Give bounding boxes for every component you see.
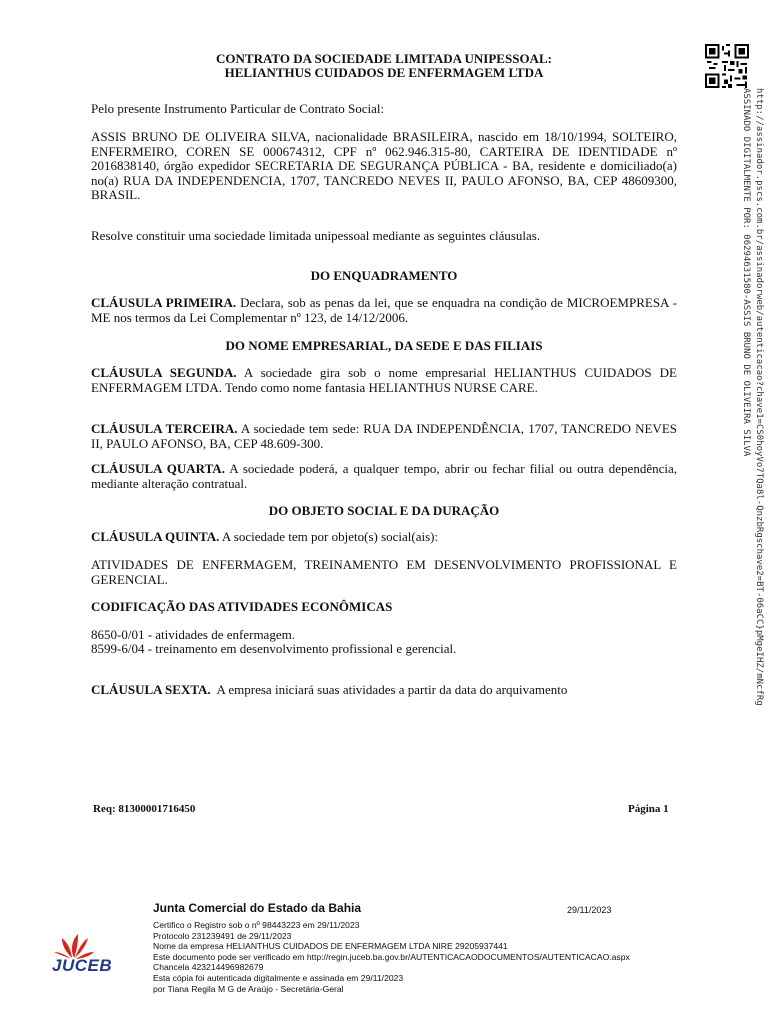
juceb-verification-link[interactable]: Este documento pode ser verificado em http://regin.juceb.ba.gov.br/AUTENTICACAODOCUMENTOS/AUTENTICACAO.aspx [153, 951, 630, 962]
juceb-line: Nome da empresa HELIANTHUS CUIDADOS DE ENFERMAGEM LTDA NIRE 29205937441 [153, 941, 508, 952]
juceb-line: Certifico o Registro sob o nº 98443223 em 29/11/2023 [153, 920, 360, 930]
clause-1 [91, 296, 677, 325]
clause-2-text: A sociedade gira sob o nome empresarial HELIANTHUS CUIDADOS DE ENFERMAGEM LTDA. Tendo como nome fantasia HELIANTHUS NURSE CARE. [91, 365, 677, 395]
page-number: Página 1 [628, 803, 669, 815]
juceb-title: Junta Comercial do Estado da Bahia [153, 901, 362, 915]
resolve-text: Resolve constituir uma sociedade limitada unipessoal mediante as seguintes cláusulas. [91, 228, 541, 243]
juceb-line: Esta cópia foi autenticada digitalmente e assinada em 29/11/2023 [153, 972, 404, 983]
clause-5-label: CLÁUSULA QUINTA. [91, 529, 220, 544]
clause-6-text: A empresa iniciará suas atividades a partir da data do arquivamento [210, 682, 568, 697]
clause-6-label: CLÁUSULA SEXTA. [91, 682, 211, 697]
juceb-line: Chancela 423214496982679 [153, 962, 264, 973]
request-number: Req: 81300001716450 [93, 803, 196, 815]
intro-text: Pelo presente Instrumento Particular de Contrato Social: [91, 101, 385, 116]
qr-code-icon[interactable] [705, 44, 749, 88]
vertical-signature-text: ASSINADO DIGITALMENTE POR: 06294631580-ASSIS BRUNO DE OLIVEIRA SILVA [741, 88, 751, 457]
activity-code-1: 8650-0/01 - atividades de enfermagem. [91, 627, 295, 642]
clause-6 [91, 683, 677, 698]
juceb-line: por Tiana Regila M G de Araújo - Secretária-Geral [153, 983, 344, 994]
clause-1-label: CLÁUSULA PRIMEIRA. [91, 295, 237, 310]
juceb-line: Protocolo 231239491 de 29/11/2023 [153, 930, 292, 941]
contract-title-line2: HELIANTHUS CUIDADOS DE ENFERMAGEM LTDA [224, 65, 544, 80]
clause-4-label: CLÁUSULA QUARTA. [91, 461, 225, 476]
activity-code-2: 8599-6/04 - treinamento em desenvolvimento profissional e gerencial. [91, 641, 457, 656]
clause-3 [91, 422, 677, 451]
clause-4-text: A sociedade poderá, a qualquer tempo, abrir ou fechar filial ou outra dependência, mediante alteração contratual. [91, 461, 678, 491]
clause-2-label: CLÁUSULA SEGUNDA. [91, 365, 237, 380]
activities-text: ATIVIDADES DE ENFERMAGEM, TREINAMENTO EM DESENVOLVIMENTO PROFISSIONAL E GERENCIAL. [91, 557, 677, 587]
party-qualification: ASSIS BRUNO DE OLIVEIRA SILVA, nacionalidade BRASILEIRA, nascido em 18/10/1994, SOLTEIRO, ENFERMEIRO, COREN SE 000674312, CPF nº 062.946.315-80, CARTEIRA DE IDENTIDADE nº 2016838140, órgão expedidor SECRETARIA DE SEGURANÇA PÚBLICA - BA, residente e domiciliado(a) no(a) RUA DA INDEPENDENCIA, 1707, TANCREDO NEVES II, PAULO AFONSO, BA, CEP 48609300, BRASIL. [91, 129, 677, 203]
heading-objeto: DO OBJETO SOCIAL E DA DURAÇÃO [268, 503, 500, 518]
vertical-verification-url: http://assinador.pscs.com.br/assinadorweb/autenticacao?chave1=CS0hoyVo7TQa8l-QnzbRgschave2=BT-06aCC}pMgeIHZ/mNcfRg [754, 88, 764, 706]
clause-3-text: A sociedade tem sede: RUA DA INDEPENDÊNCIA, 1707, TANCREDO NEVES II, PAULO AFONSO, BA, CEP 48.609-300. [91, 421, 677, 451]
clause-5-text: A sociedade tem por objeto(s) social(ais): [219, 529, 439, 544]
clause-1-text: Declara, sob as penas da lei, que se enquadra na condição de MICROEMPRESA - ME nos termos da Lei Complementar nº 123, de 14/12/2006. [91, 295, 677, 325]
juceb-date: 29/11/2023 [567, 905, 612, 915]
juceb-certification-block [153, 920, 630, 994]
clause-3-label: CLÁUSULA TERCEIRA. [91, 421, 238, 436]
clause-5 [91, 530, 677, 545]
clause-4 [91, 462, 677, 491]
juceb-logo-text: JUCEB [52, 956, 113, 975]
heading-nome-sede: DO NOME EMPRESARIAL, DA SEDE E DAS FILIAIS [225, 338, 543, 353]
heading-enquadramento: DO ENQUADRAMENTO [310, 268, 458, 283]
clause-2 [91, 366, 677, 395]
contract-title-line1: CONTRATO DA SOCIEDADE LIMITADA UNIPESSOAL: [216, 51, 552, 66]
heading-codificacao: CODIFICAÇÃO DAS ATIVIDADES ECONÔMICAS [91, 599, 393, 614]
